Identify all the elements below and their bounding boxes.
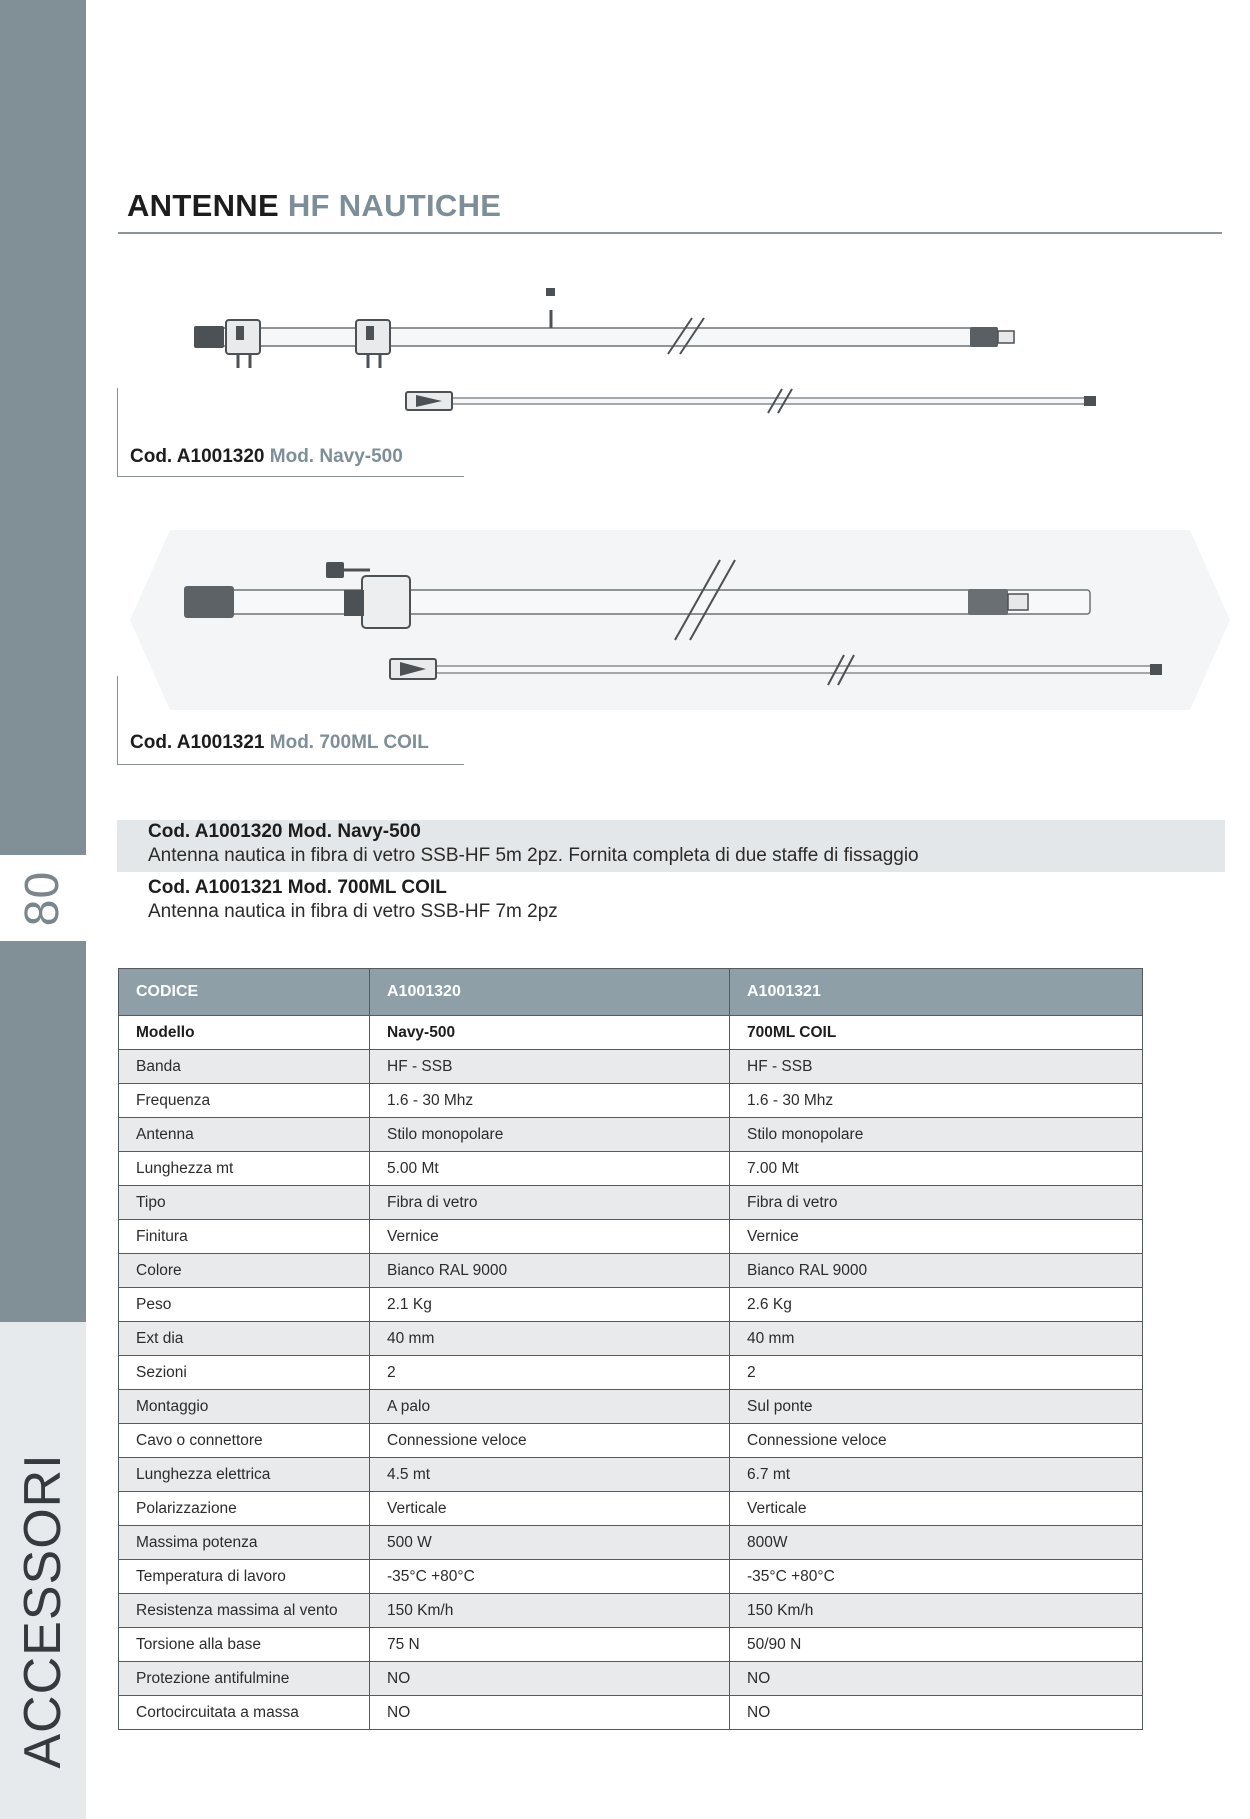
- product-caption-1: [130, 446, 403, 468]
- spec-value-cell: Verticale: [370, 1492, 730, 1526]
- product-model-1: Mod. Navy-500: [269, 446, 403, 467]
- spec-label-cell: Ext dia: [119, 1322, 370, 1356]
- spec-value-cell: NO: [730, 1662, 1143, 1696]
- spec-value-cell: A palo: [370, 1390, 730, 1424]
- spec-value-cell: 2.1 Kg: [370, 1288, 730, 1322]
- spec-value-cell: 7.00 Mt: [730, 1152, 1143, 1186]
- table-row: [119, 1696, 1143, 1730]
- spec-label-cell: Modello: [119, 1016, 370, 1050]
- spec-value-cell: HF - SSB: [370, 1050, 730, 1084]
- spec-value-cell: 4.5 mt: [370, 1458, 730, 1492]
- table-row: [119, 1254, 1143, 1288]
- description-text-1: Antenna nautica in fibra di vetro SSB-HF 5m 2pz. Fornita completa di due staffe di fissaggio: [148, 845, 919, 866]
- spec-value-cell: 1.6 - 30 Mhz: [370, 1084, 730, 1118]
- page-number: 80: [16, 870, 70, 926]
- product-code-1: Cod. A1001320: [130, 446, 265, 467]
- page-title-accent: HF NAUTICHE: [287, 188, 502, 223]
- page-number-box: [0, 855, 86, 941]
- spec-label-cell: Massima potenza: [119, 1526, 370, 1560]
- product-code-2: Cod. A1001321: [130, 732, 265, 753]
- table-row: [119, 1220, 1143, 1254]
- spec-label-cell: Cavo o connettore: [119, 1424, 370, 1458]
- spec-label-cell: Resistenza massima al vento: [119, 1594, 370, 1628]
- spec-label-cell: Peso: [119, 1288, 370, 1322]
- table-row: [119, 1016, 1143, 1050]
- spec-label-cell: Frequenza: [119, 1084, 370, 1118]
- section-label: ACCESSORI: [14, 1453, 72, 1769]
- spec-value-cell: Connessione veloce: [370, 1424, 730, 1458]
- spec-value-cell: 2: [730, 1356, 1143, 1390]
- spec-table-body: [119, 1016, 1143, 1730]
- table-row: [119, 1084, 1143, 1118]
- spec-value-cell: Connessione veloce: [730, 1424, 1143, 1458]
- side-band-middle: [0, 941, 86, 1322]
- spec-value-cell: 700ML COIL: [730, 1016, 1143, 1050]
- spec-value-cell: 150 Km/h: [730, 1594, 1143, 1628]
- spec-value-cell: Fibra di vetro: [730, 1186, 1143, 1220]
- spec-value-cell: Fibra di vetro: [370, 1186, 730, 1220]
- spec-value-cell: Bianco RAL 9000: [370, 1254, 730, 1288]
- spec-label-cell: Colore: [119, 1254, 370, 1288]
- spec-value-cell: Stilo monopolare: [730, 1118, 1143, 1152]
- description-heading-2: Cod. A1001321 Mod. 700ML COIL: [148, 877, 447, 898]
- table-row: [119, 1594, 1143, 1628]
- spec-table-header-row: [119, 969, 1143, 1016]
- spec-value-cell: Stilo monopolare: [370, 1118, 730, 1152]
- spec-value-cell: 40 mm: [730, 1322, 1143, 1356]
- spec-header-cell: A1001320: [370, 969, 730, 1016]
- table-row: [119, 1118, 1143, 1152]
- product-caption-2: [130, 732, 429, 754]
- spec-value-cell: 40 mm: [370, 1322, 730, 1356]
- page-title-main: ANTENNE: [127, 188, 279, 223]
- spec-value-cell: NO: [370, 1696, 730, 1730]
- spec-label-cell: Sezioni: [119, 1356, 370, 1390]
- spec-value-cell: 75 N: [370, 1628, 730, 1662]
- spec-label-cell: Polarizzazione: [119, 1492, 370, 1526]
- spec-header-cell: A1001321: [730, 969, 1143, 1016]
- table-row: [119, 1356, 1143, 1390]
- spec-value-cell: -35°C +80°C: [730, 1560, 1143, 1594]
- spec-label-cell: Lunghezza mt: [119, 1152, 370, 1186]
- spec-value-cell: Verticale: [730, 1492, 1143, 1526]
- table-row: [119, 1492, 1143, 1526]
- spec-label-cell: Lunghezza elettrica: [119, 1458, 370, 1492]
- table-row: [119, 1424, 1143, 1458]
- spec-value-cell: 150 Km/h: [370, 1594, 730, 1628]
- spec-value-cell: 500 W: [370, 1526, 730, 1560]
- spec-value-cell: Vernice: [370, 1220, 730, 1254]
- table-row: [119, 1628, 1143, 1662]
- spec-header-cell: CODICE: [119, 969, 370, 1016]
- spec-value-cell: Vernice: [730, 1220, 1143, 1254]
- spec-value-cell: Navy-500: [370, 1016, 730, 1050]
- table-row: [119, 1050, 1143, 1084]
- table-row: [119, 1152, 1143, 1186]
- spec-label-cell: Antenna: [119, 1118, 370, 1152]
- spec-value-cell: 6.7 mt: [730, 1458, 1143, 1492]
- spec-value-cell: Sul ponte: [730, 1390, 1143, 1424]
- spec-table: [118, 968, 1143, 1730]
- spec-value-cell: Bianco RAL 9000: [730, 1254, 1143, 1288]
- title-divider: [118, 232, 1222, 234]
- spec-value-cell: NO: [730, 1696, 1143, 1730]
- spec-label-cell: Finitura: [119, 1220, 370, 1254]
- table-row: [119, 1322, 1143, 1356]
- spec-label-cell: Temperatura di lavoro: [119, 1560, 370, 1594]
- table-row: [119, 1390, 1143, 1424]
- spec-value-cell: -35°C +80°C: [370, 1560, 730, 1594]
- table-row: [119, 1186, 1143, 1220]
- spec-label-cell: Montaggio: [119, 1390, 370, 1424]
- description-text-2: Antenna nautica in fibra di vetro SSB-HF 7m 2pz: [148, 901, 558, 922]
- product-model-2: Mod. 700ML COIL: [269, 732, 429, 753]
- spec-label-cell: Cortocircuitata a massa: [119, 1696, 370, 1730]
- spec-value-cell: 50/90 N: [730, 1628, 1143, 1662]
- table-row: [119, 1458, 1143, 1492]
- spec-value-cell: 2: [370, 1356, 730, 1390]
- page-title: [127, 188, 501, 224]
- description-heading-1: Cod. A1001320 Mod. Navy-500: [148, 821, 421, 842]
- spec-label-cell: Torsione alla base: [119, 1628, 370, 1662]
- table-row: [119, 1288, 1143, 1322]
- spec-label-cell: Banda: [119, 1050, 370, 1084]
- table-row: [119, 1662, 1143, 1696]
- spec-value-cell: 2.6 Kg: [730, 1288, 1143, 1322]
- spec-label-cell: Protezione antifulmine: [119, 1662, 370, 1696]
- table-row: [119, 1560, 1143, 1594]
- table-row: [119, 1526, 1143, 1560]
- spec-value-cell: 5.00 Mt: [370, 1152, 730, 1186]
- spec-label-cell: Tipo: [119, 1186, 370, 1220]
- spec-value-cell: 800W: [730, 1526, 1143, 1560]
- spec-value-cell: HF - SSB: [730, 1050, 1143, 1084]
- spec-value-cell: NO: [370, 1662, 730, 1696]
- side-band-top: [0, 0, 86, 855]
- spec-value-cell: 1.6 - 30 Mhz: [730, 1084, 1143, 1118]
